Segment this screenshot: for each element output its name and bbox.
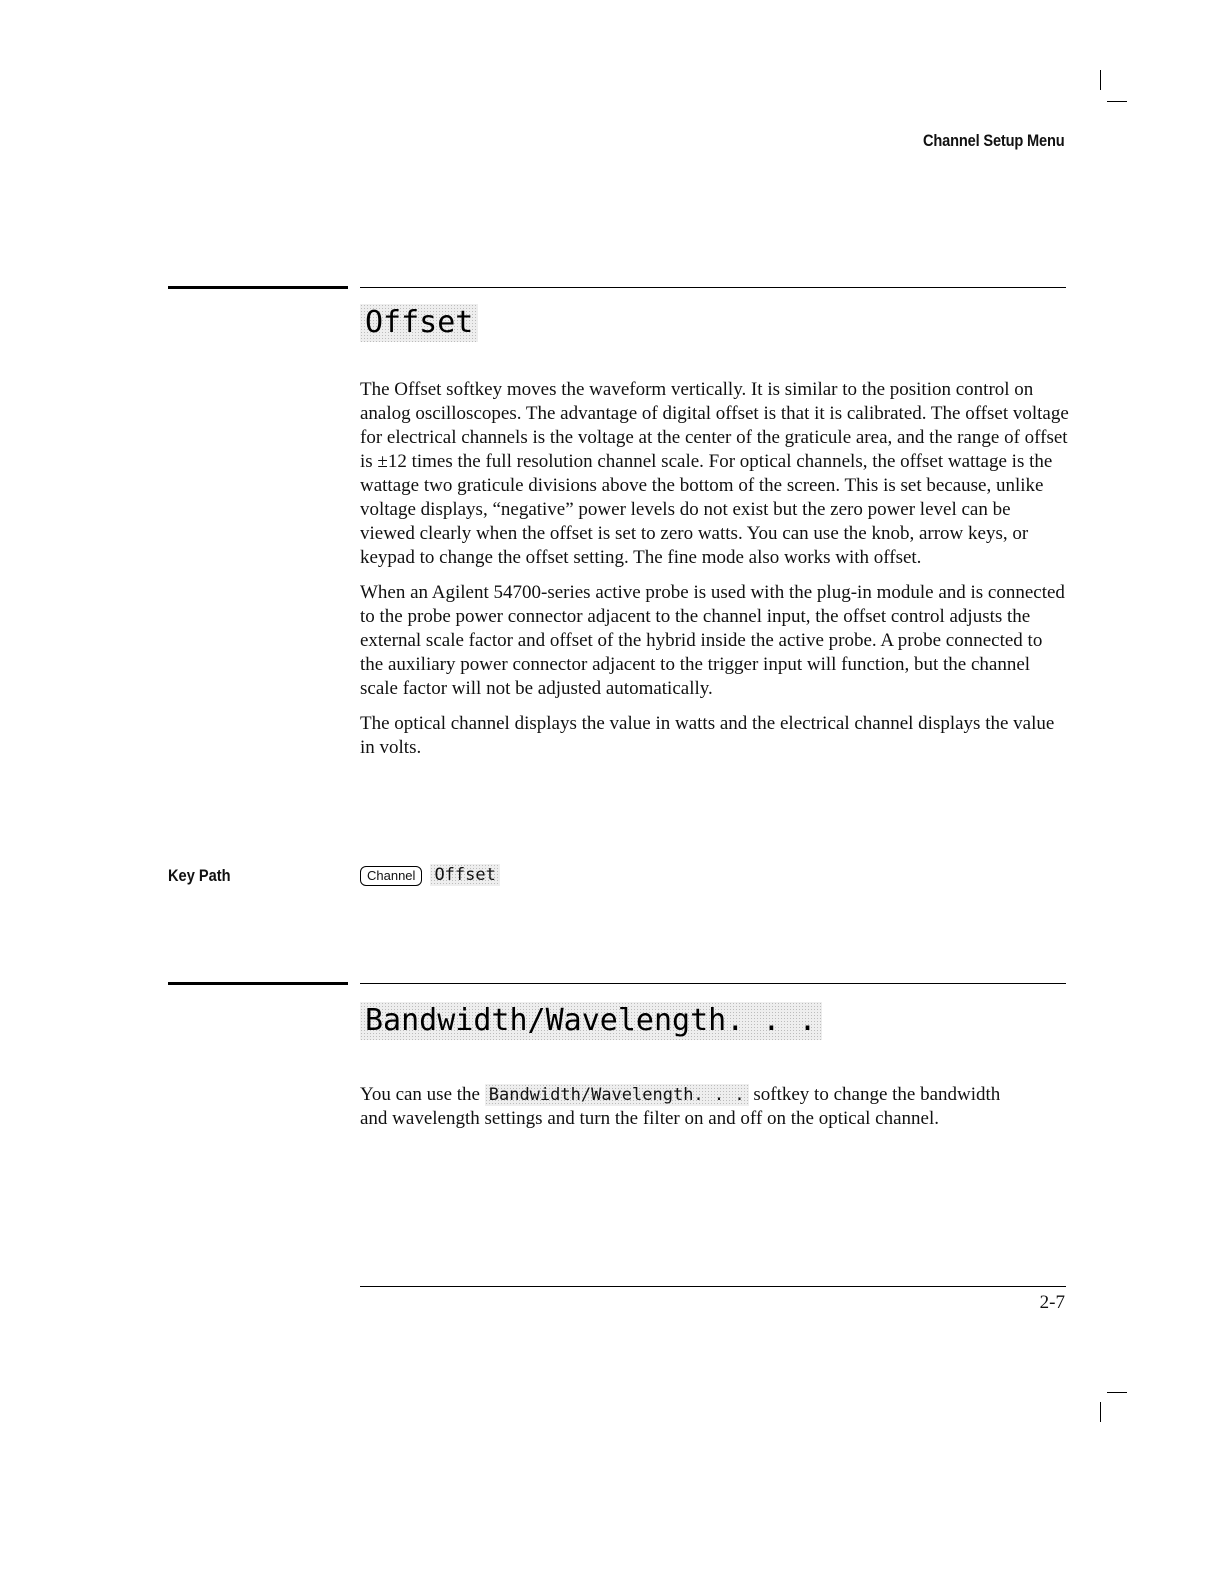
crop-mark-bottom-horizontal xyxy=(1107,1392,1127,1393)
offset-softkey: Offset xyxy=(430,864,499,886)
section-rule-thin-2 xyxy=(360,983,1066,984)
bandwidth-text-before: You can use the xyxy=(360,1084,485,1105)
key-path-label: Key Path xyxy=(168,866,231,885)
section-rule-thick-2 xyxy=(168,982,348,985)
key-path xyxy=(360,865,500,886)
section-rule-thin xyxy=(360,287,1066,288)
running-header: Channel Setup Menu xyxy=(923,131,1065,150)
crop-mark-bottom-vertical xyxy=(1100,1402,1101,1422)
bandwidth-body xyxy=(360,1083,1020,1142)
offset-body xyxy=(360,378,1070,771)
offset-paragraph-1: The Offset softkey moves the waveform vertically. It is similar to the position control on analog oscilloscopes. The advantage of digital offset is that it is calibrated. The offset voltage for electrical channels is the voltage at the center of the graticule area, and the range of offset is ±12 times the full resolution channel scale. For optical channels, the offset wattage is the wattage two graticule divisions above the bottom of the screen. This is set because, unlike voltage displays, “negative” power levels do not exist but the zero power level can be viewed clearly when the offset is set to zero watts. You can use the knob, arrow keys, or keypad to change the offset setting. The fine mode also works with offset. xyxy=(360,379,1069,568)
bandwidth-text-after: softkey to change the bandwidth and wavelength settings and turn the filter on and off on the optical channel. xyxy=(360,1084,1001,1129)
offset-paragraph-2: When an Agilent 54700-series active probe is used with the plug-in module and is connected to the probe power connector adjacent to the channel input, the offset control adjusts the external scale factor and offset of the hybrid inside the active probe. A probe connected to the auxiliary power connector adjacent to the trigger input will function, but the channel scale factor will not be adjusted automatically. xyxy=(360,582,1065,699)
section-rule-thick xyxy=(168,286,348,289)
offset-paragraph-3: The optical channel displays the value in watts and the electrical channel displays the value in volts. xyxy=(360,713,1055,758)
channel-hardkey: Channel xyxy=(360,866,422,886)
offset-heading: Offset xyxy=(360,304,478,342)
bandwidth-softkey: Bandwidth/Wavelength. . . xyxy=(485,1084,749,1106)
crop-mark-top-horizontal xyxy=(1107,101,1127,102)
crop-mark-top-vertical xyxy=(1100,70,1101,90)
bandwidth-paragraph xyxy=(360,1083,1020,1131)
page-number: 2-7 xyxy=(1039,1292,1065,1313)
bandwidth-heading: Bandwidth/Wavelength. . . xyxy=(360,1002,822,1040)
footer-rule xyxy=(360,1286,1066,1287)
